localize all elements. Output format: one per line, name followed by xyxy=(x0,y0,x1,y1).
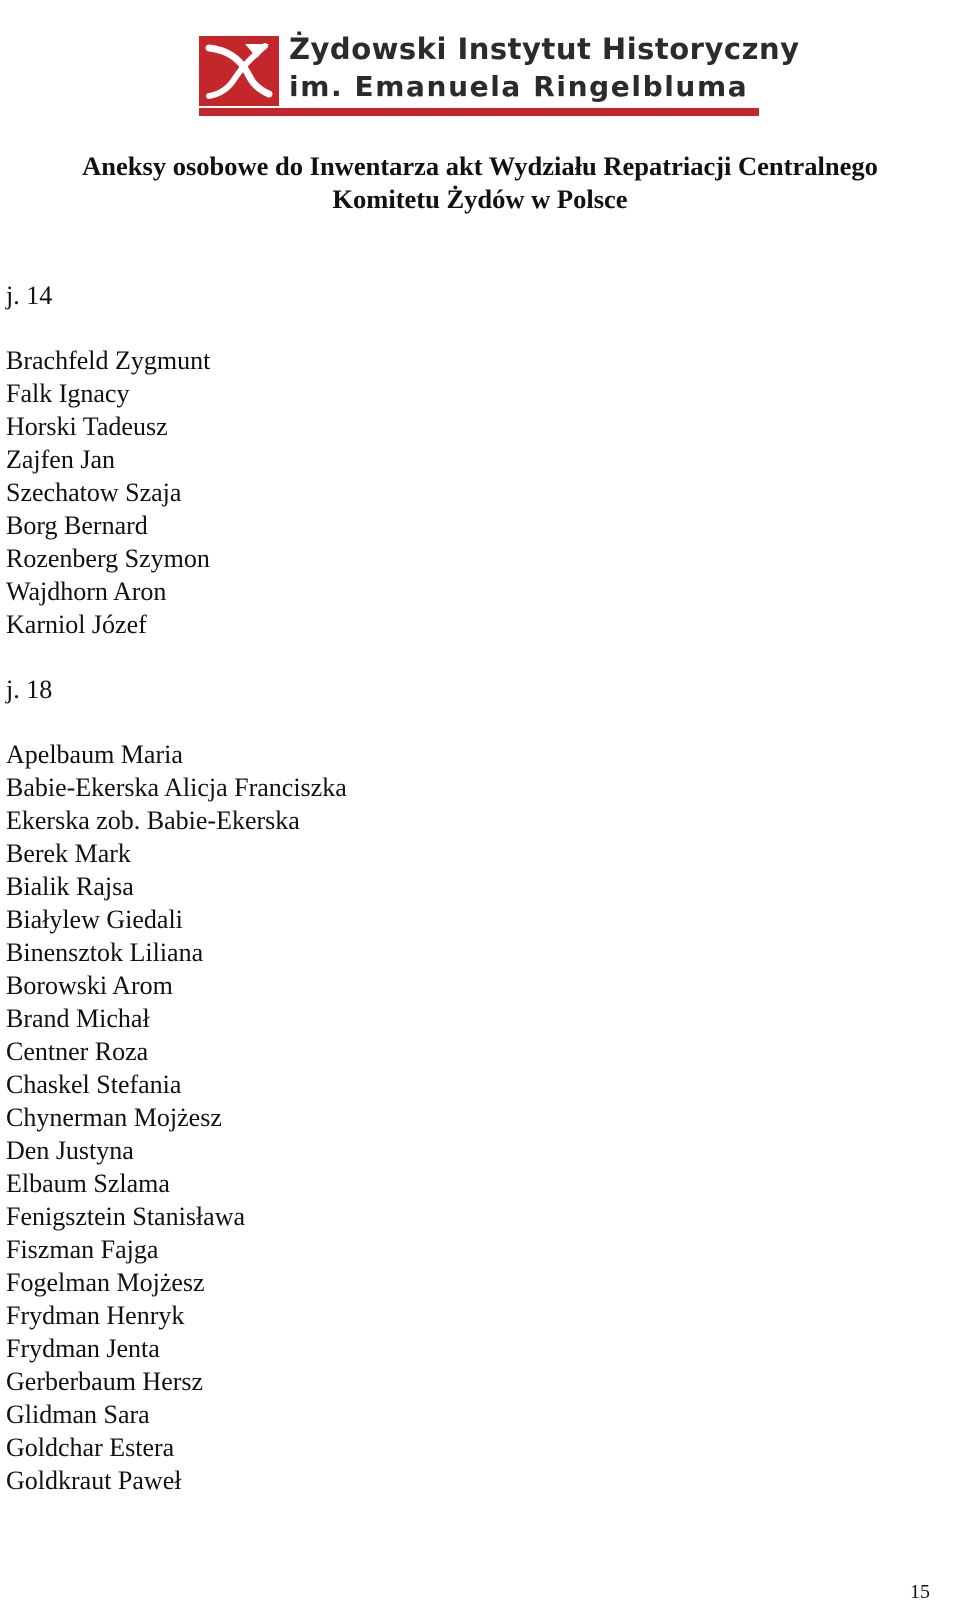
name-entry: Brand Michał xyxy=(6,1004,150,1033)
name-entry: Elbaum Szlama xyxy=(6,1169,170,1198)
name-entry: Den Justyna xyxy=(6,1136,134,1165)
name-entry: Wajdhorn Aron xyxy=(6,577,167,606)
document-title xyxy=(0,150,960,216)
section-heading: j. 18 xyxy=(6,675,53,704)
name-entry: Horski Tadeusz xyxy=(6,412,168,441)
name-entry: Ekerska zob. Babie-Ekerska xyxy=(6,806,300,835)
name-entry: Borowski Arom xyxy=(6,971,173,1000)
name-entry: Frydman Jenta xyxy=(6,1334,160,1363)
name-entry: Rozenberg Szymon xyxy=(6,544,210,573)
name-entry: Brachfeld Zygmunt xyxy=(6,346,211,375)
title-line-2: Komitetu Żydów w Polsce xyxy=(332,184,628,214)
name-entry: Zajfen Jan xyxy=(6,445,116,474)
name-entry: Apelbaum Maria xyxy=(6,740,183,769)
institute-logo xyxy=(199,28,800,120)
spacer xyxy=(6,312,347,344)
name-entry: Chynerman Mojżesz xyxy=(6,1103,222,1132)
title-line-1: Aneksy osobowe do Inwentarza akt Wydziału Repatriacji Centralnego xyxy=(82,151,878,181)
name-entry: Gerberbaum Hersz xyxy=(6,1367,204,1396)
name-entry: Bialik Rajsa xyxy=(6,872,134,901)
name-entry: Białylew Giedali xyxy=(6,905,183,934)
name-entry: Goldchar Estera xyxy=(6,1433,175,1462)
page-number: 15 xyxy=(910,1581,930,1603)
name-entry: Chaskel Stefania xyxy=(6,1070,182,1099)
name-entry: Frydman Henryk xyxy=(6,1301,185,1330)
document-body xyxy=(6,279,347,1497)
logo-emblem-icon xyxy=(199,36,279,106)
name-entry: Glidman Sara xyxy=(6,1400,150,1429)
spacer xyxy=(6,641,347,673)
logo-name-line1: Żydowski Instytut Historyczny xyxy=(289,32,800,66)
logo-underline-bar xyxy=(199,108,759,116)
section-heading: j. 14 xyxy=(6,281,53,310)
spacer xyxy=(6,706,347,738)
logo-name-line2: im. Emanuela Ringelbluma xyxy=(289,70,749,103)
name-entry: Berek Mark xyxy=(6,839,131,868)
name-entry: Borg Bernard xyxy=(6,511,148,540)
name-entry: Binensztok Liliana xyxy=(6,938,204,967)
name-entry: Babie-Ekerska Alicja Franciszka xyxy=(6,773,347,802)
name-entry: Goldkraut Paweł xyxy=(6,1466,182,1495)
name-entry: Szechatow Szaja xyxy=(6,478,182,507)
name-entry: Karniol Józef xyxy=(6,610,147,639)
name-entry: Falk Ignacy xyxy=(6,379,130,408)
name-entry: Centner Roza xyxy=(6,1037,149,1066)
name-entry: Fogelman Mojżesz xyxy=(6,1268,205,1297)
name-entry: Fiszman Fajga xyxy=(6,1235,159,1264)
name-entry: Fenigsztein Stanisława xyxy=(6,1202,246,1231)
